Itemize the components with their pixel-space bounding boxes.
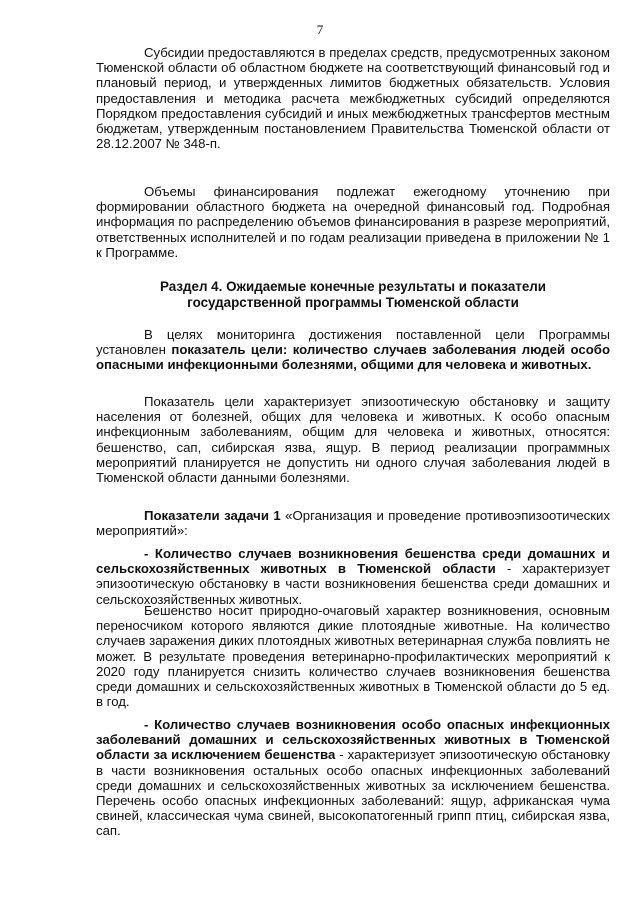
goal-indicator-bold: показатель цели: количество случаев заболевания людей особо опасными инфекционными болезнями, общими для человека и животных. — [96, 342, 610, 373]
paragraph-rabies-description: Бешенство носит природно-очаговый характер возникновения, основным переносчиком которого являются дикие плотоядные животные. На количество случаев заражения диких плотоядных животных ветеринарная служба повлиять не может. В результате проведения ветеринарно-профилактических мероприятий к 2020 году планируется снизить количество случаев возникновения бешенства среди домашних и сельскохозяйственных животных в Тюменской области до 5 ед. в год. — [96, 603, 610, 710]
task1-bold: Показатели задачи 1 — [144, 508, 281, 523]
paragraph-rabies-indicator — [96, 546, 610, 607]
goal-indicator-lead: В целях мониторинга достижения поставленной цели Программы установлен — [96, 327, 610, 358]
paragraph-task1-indicators — [96, 508, 610, 538]
paragraph-goal-indicator — [96, 327, 610, 373]
paragraph-financing: Объемы финансирования подлежат ежегодному уточнению при формировании областного бюджета на очередной финансовый год. Подробная информация по распределению объемов финансирования в разрезе мероприятий, ответственных исполнителей и по годам реализации приведена в приложении № 1 к Программе. — [96, 184, 610, 260]
section-title-line2: государственной программы Тюменской области — [187, 295, 519, 310]
section-4-title — [96, 279, 610, 311]
dangerous-diseases-bold: - Количество случаев возникновения особо опасных инфекционных заболеваний домашних и сельскохозяйственных животных в Тюменской области за исключением бешенства — [96, 717, 610, 763]
rabies-indicator-bold: - Количество случаев возникновения бешенства среди домашних и сельскохозяйственных животных в Тюменской области — [96, 546, 610, 577]
rabies-indicator-rest: - характеризует эпизоотическую обстановку в части возникновения бешенства среди домашних и сельскохозяйственных животных. — [96, 561, 610, 607]
dangerous-diseases-rest: - характеризует эпизоотическую обстановку в части возникновения остальных особо опасных инфекционных заболеваний среди домашних и сельскохозяйственных животных за исключением бешенства. Перечень особо опасных инфекционных заболеваний: ящур, африканская чума свиней, классическая чума свиней, высокопатогенный грипп птиц, сибирская язва, сап. — [96, 747, 610, 839]
paragraph-subsidies: Субсидии предоставляются в пределах средств, предусмотренных законом Тюменской области об областном бюджете на соответствующий финансовый год и плановый период, и утвержденных лимитов бюджетных обязательств. Условия предоставления и методика расчета межбюджетных субсидий определяются Порядком предоставления субсидий и иных межбюджетных трансфертов местным бюджетам, утвержденным постановлением Правительства Тюменской области от 28.12.2007 № 348-п. — [96, 45, 610, 152]
section-title-line1: Раздел 4. Ожидаемые конечные результаты и показатели — [159, 279, 547, 294]
paragraph-dangerous-diseases-indicator — [96, 717, 610, 839]
task1-rest: «Организация и проведение противоэпизоотических мероприятий»: — [96, 508, 611, 539]
paragraph-goal-description: Показатель цели характеризует эпизоотическую обстановку и защиту населения от болезней, общих для человека и животных. К особо опасным инфекционным заболеваниям, общим для человека и животных, относятся: бешенство, сап, сибирская язва, ящур. В период реализации программных мероприятий планируется не допустить ни одного случая заболевания людей в Тюменской области данными болезнями. — [96, 394, 610, 486]
page-number: 7 — [316, 22, 324, 37]
